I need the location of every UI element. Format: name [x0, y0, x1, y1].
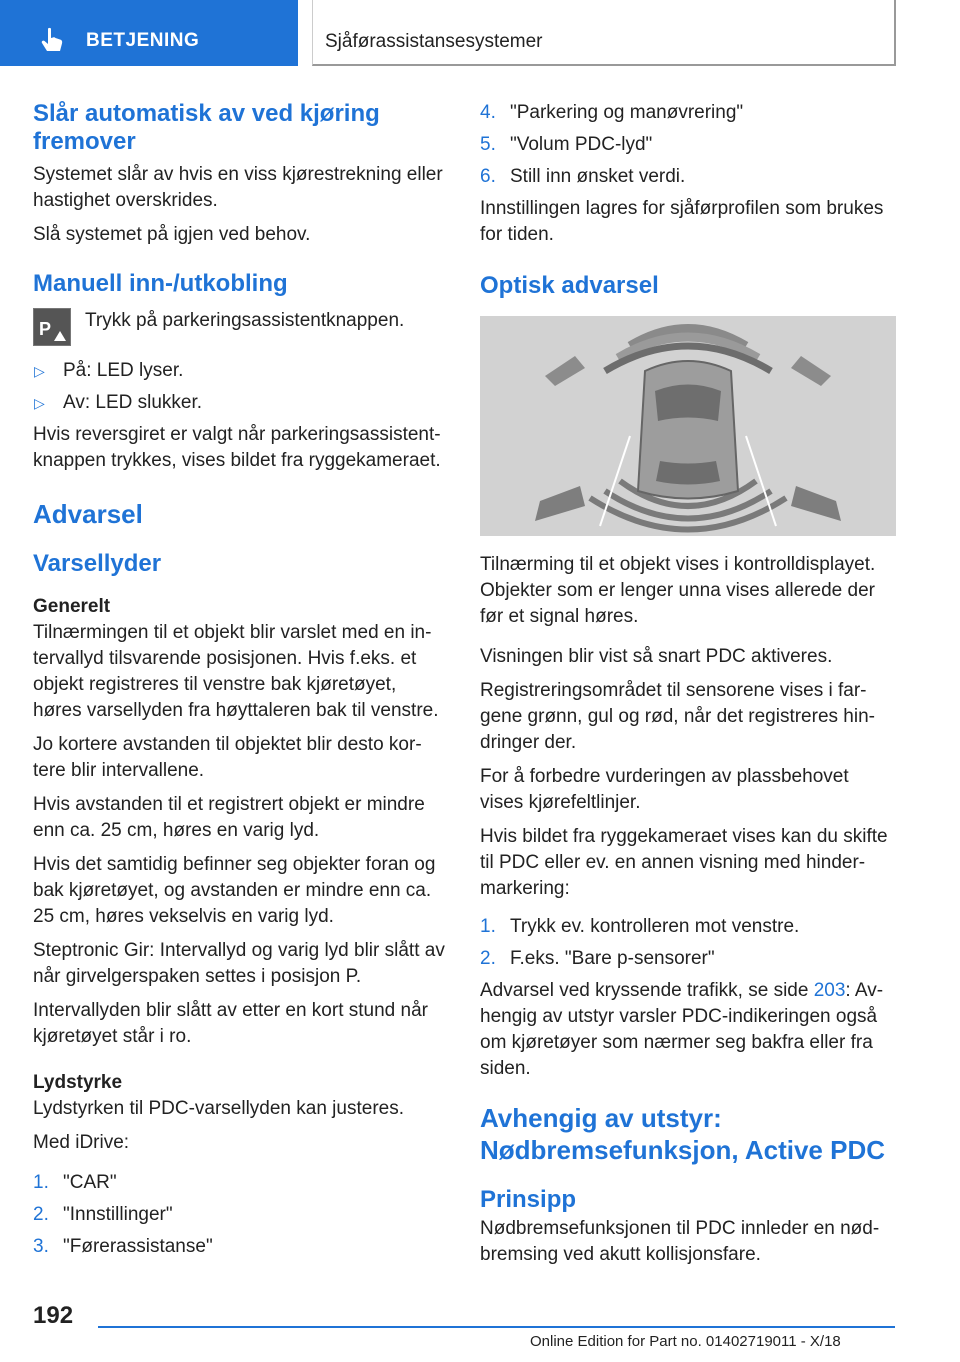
list-item: 1. "CAR" [33, 1172, 117, 1193]
heading-sounds: Varsellyder [33, 550, 162, 577]
list-item: 6. Still inn ønsket verdi. [480, 166, 686, 187]
footer-divider [98, 1326, 895, 1328]
paragraph: Registreringsområdet til sensorene vises i fargene grønn, gul og rød, når det registreres hindringer der. [480, 680, 875, 753]
paragraph: Tilnærmingen til et objekt blir varslet med en intervallyd tilsvarende posisjonen. Hvis f.eks. et objekt registreres til venstre bak kjøretøyet, høres varsellyden fra høyttaleren bak til venstre. [33, 622, 439, 721]
heading-auto-off: Slår automatisk av ved kjøring fremover [33, 100, 380, 155]
paragraph: Hvis det samtidig befinner seg objekter foran og bak kjøretøyet, og avstanden er mindre enn ca. 25 cm, høres vekselvis en varig lyd. [33, 854, 436, 927]
paragraph: Slå systemet på igjen ved behov. [33, 224, 311, 245]
heading-optical: Optisk advarsel [480, 272, 659, 299]
triangle-bullet-icon: ▷ [34, 363, 45, 379]
paragraph: Jo kortere avstanden til objektet blir desto kortere blir intervallene. [33, 734, 422, 781]
button-instruction-text: Trykk på parkeringsassistentknappen. [85, 310, 405, 331]
heading-principle: Prinsipp [480, 1186, 577, 1213]
pdc-car-illustration [480, 316, 896, 536]
hand-pointer-icon [40, 27, 64, 53]
page-number: 192 [33, 1302, 74, 1329]
list-item: 1. Trykk ev. kontrolleren mot venstre. [480, 916, 800, 937]
paragraph: Visningen blir vist så snart PDC aktiveres. [480, 646, 833, 667]
paragraph: Tilnærming til et objekt vises i kontrolldisplayet. Objekter som er lenger unna vises allerede der før et signal høres. [480, 554, 876, 627]
list-item: 2. "Innstillinger" [33, 1204, 173, 1225]
parking-assistant-button-icon: P [33, 308, 71, 346]
paragraph: Nødbremsefunksjonen til PDC innleder en nødbremsing ved akutt kollisjonsfare. [480, 1218, 880, 1265]
triangle-bullet-icon: ▷ [34, 395, 45, 411]
paragraph: Steptronic Gir: Intervallyd og varig lyd blir slått av når girvelgerspaken settes i posisjon P. [33, 940, 445, 987]
section-tab-label: BETJENING [86, 30, 200, 51]
paragraph: Intervallyden blir slått av etter en kort stund når kjøretøyet står i ro. [33, 1000, 428, 1047]
paragraph: Hvis avstanden til et registrert objekt er mindre enn ca. 25 cm, høres en varig lyd. [33, 794, 425, 841]
list-item: ▷ På: LED lyser. [33, 358, 448, 384]
heading-manual: Manuell inn-/utkobling [33, 270, 288, 297]
paragraph: For å forbedre vurderingen av plassbehovet vises kjørefeltlinjer. [480, 766, 849, 813]
paragraph: Lydstyrken til PDC-varsellyden kan justeres. [33, 1098, 404, 1119]
page-link-203[interactable]: 203 [813, 980, 846, 1001]
right-column [480, 100, 896, 1276]
button-instruction [33, 308, 448, 346]
list-item: 5. "Volum PDC-lyd" [480, 134, 653, 155]
list-item: 4. "Parkering og manøvrering" [480, 102, 744, 123]
pdc-display-image [480, 316, 896, 536]
list-item: 2. F.eks. "Bare p-sensorer" [480, 948, 715, 969]
page-header [0, 0, 960, 66]
paragraph: Innstillingen lagres for sjåførprofilen som brukes for tiden. [480, 198, 884, 245]
list-item: ▷ Av: LED slukker. [33, 390, 448, 416]
heading-emergency-brake: Avhengig av utstyr: Nødbremsefunksjon, Active PDC [480, 1103, 886, 1165]
footer-edition: Online Edition for Part no. 01402719011 - X/18 [530, 1333, 841, 1350]
paragraph: Hvis reversgiret er valgt når parkeringsassistentknappen trykkes, vises bildet fra ryggekameraet. [33, 424, 441, 471]
chapter-title: Sjåførassistansesystemer [325, 31, 543, 52]
section-tab[interactable] [0, 0, 298, 66]
list-item: 3. "Førerassistanse" [33, 1236, 213, 1257]
heading-warning: Advarsel [33, 499, 143, 529]
paragraph: Systemet slår av hvis en viss kjørestrekning eller hastighet overskrides. [33, 164, 443, 211]
paragraph: Hvis bildet fra ryggekameraet vises kan du skifte til PDC eller ev. en annen visning med hindermarkering: [480, 826, 888, 899]
heading-volume: Lydstyrke [33, 1072, 123, 1093]
paragraph: Med iDrive: [33, 1132, 130, 1153]
paragraph-cross-traffic: Advarsel ved kryssende trafikk, se side 203: Avhengig av utstyr varsler PDC-indikeringen også om kjøretøyer som nærmer seg bakfra eller fra siden. [480, 980, 884, 1079]
heading-general: Generelt [33, 596, 111, 617]
left-column [33, 100, 448, 1266]
